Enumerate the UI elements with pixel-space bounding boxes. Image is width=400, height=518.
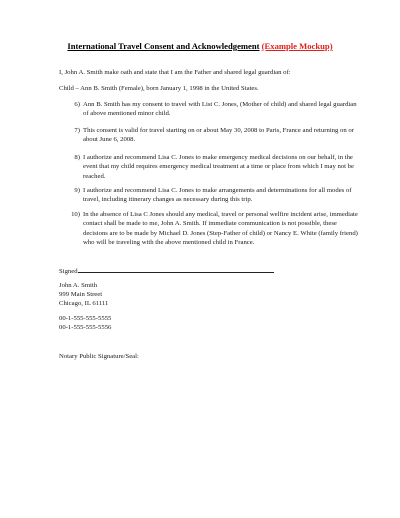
- signature-line: [78, 266, 274, 273]
- title-mockup-label: (Example Mockup): [261, 41, 333, 51]
- item-text: Ann B. Smith has my consent to travel with List C. Jones, (Mother of child) and shared legal guardian of above mentioned minor child.: [83, 101, 357, 118]
- signer-city: Chicago, IL 61111: [59, 300, 109, 308]
- oath-statement: I, John A. Smith make oath and state that I am the Father and shared legal guardian of:: [59, 69, 291, 76]
- item-number: 6): [74, 101, 80, 108]
- signer-phones: [59, 314, 259, 332]
- item-number: 7): [74, 127, 80, 134]
- signer-phone-1: 00-1-555-555-5555: [59, 315, 112, 322]
- document-title: [0, 41, 400, 51]
- notary-label: Notary Public Signature/Seal:: [59, 353, 139, 360]
- signer-street: 999 Main Street: [59, 291, 103, 299]
- signer-name: John A. Smith: [59, 282, 98, 289]
- signer-address: [59, 281, 259, 309]
- item-text: I authorize and recommend Lisa C. Jones to make emergency medical decisions on our behalf, in the event that my child requires emergency medical treatment at a time or place from which I may not be reached.: [83, 154, 354, 180]
- item-number: 10): [71, 211, 80, 218]
- signed-label: Signed: [59, 268, 78, 275]
- signer-phone-2: 00-1-555-555-5556: [59, 324, 112, 332]
- signature-row: [59, 266, 379, 276]
- child-line: Child – Ann B. Smith (Female), born January 1, 1998 in the United States.: [59, 85, 259, 92]
- item-text: In the absence of Lisa C Jones should any medical, travel or personal welfire incident arise, immediate contact shall be made to me, John A. Smith. If immediate communication is not possible, these decisions are to be made by Michael D. Jones (Step-Father of child) or Nancy E. White (family friend) who will be traveling with the above mentioned child in France.: [83, 211, 358, 247]
- item-text: This consent is valid for travel starting on or about May 30, 2008 to Paris, France and returning on or about June 6, 2008.: [83, 127, 354, 144]
- item-text: I authorize and recommend Lisa C. Jones to make arrangements and determinations for all modes of travel, including itinerary changes as necessary during this trip.: [83, 187, 352, 204]
- item-number: 8): [74, 154, 80, 161]
- item-number: 9): [74, 187, 80, 194]
- title-main: International Travel Consent and Acknowledgement: [67, 41, 260, 51]
